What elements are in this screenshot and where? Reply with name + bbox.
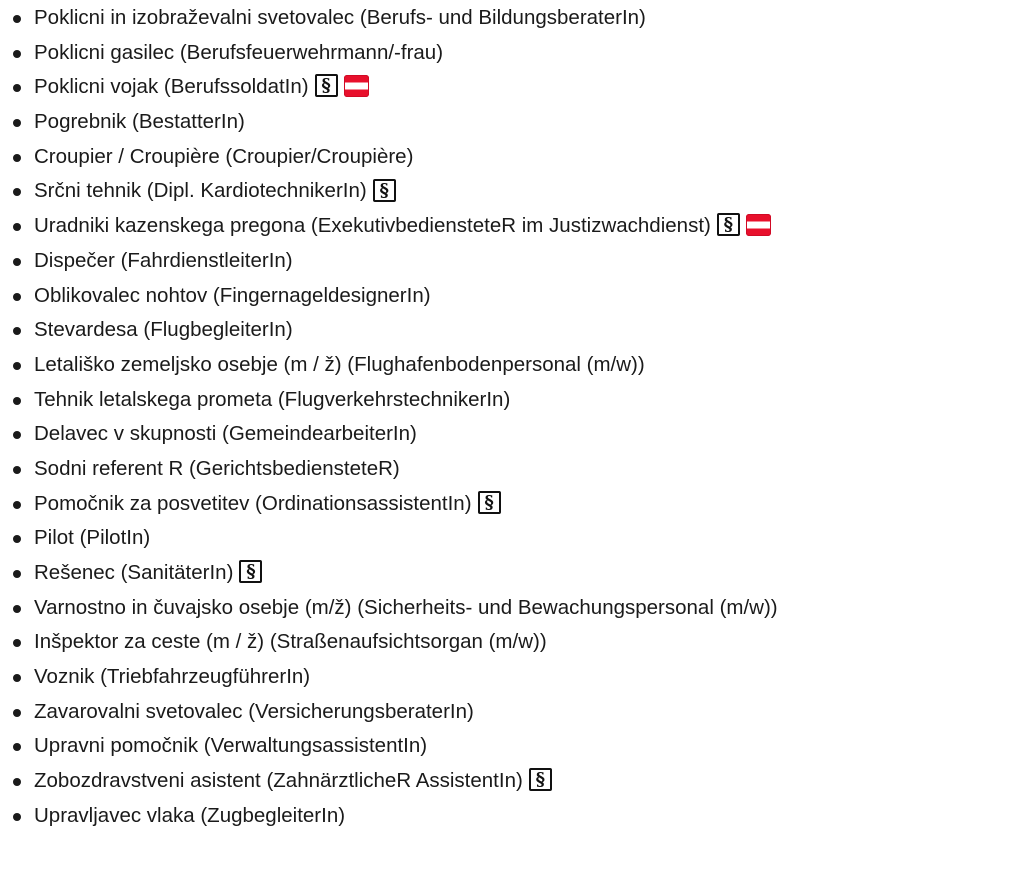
list-item-label: Rešenec (SanitäterIn): [34, 561, 234, 584]
paragraph-icon[interactable]: §: [717, 213, 740, 236]
bullet-icon: [13, 501, 21, 509]
item-badges: [373, 179, 396, 202]
bullet-icon: [13, 84, 21, 92]
list-item: [0, 487, 778, 522]
list-item: [0, 591, 778, 626]
bullet-icon: [13, 813, 21, 821]
list-item-label: Letališko zemeljsko osebje (m / ž) (Flughafenbodenpersonal (m/w)): [34, 352, 645, 376]
bullet-icon: [13, 397, 21, 405]
bullet-icon: [13, 674, 21, 682]
list-item: [0, 36, 778, 71]
list-item: [0, 417, 778, 452]
list-item-label: Pilot (PilotIn): [34, 526, 151, 550]
list-item-label: Delavec v skupnosti (GemeindearbeiterIn): [34, 422, 417, 446]
list-item: [0, 174, 778, 209]
list-item: [0, 452, 778, 487]
list-item-label: Pomočnik za posvetitev (OrdinationsassistentIn): [34, 491, 472, 515]
bullet-icon: [13, 154, 21, 162]
bullet-icon: [13, 362, 21, 370]
list-item-label: Poklicni in izobraževalni svetovalec (Berufs- und BildungsberaterIn): [34, 6, 646, 29]
list-item: [0, 729, 778, 764]
list-item: [0, 556, 778, 591]
list-item-label: Srčni tehnik (Dipl. KardiotechnikerIn): [34, 179, 367, 203]
list-item-label: Tehnik letalskega prometa (FlugverkehrstechnikerIn): [34, 387, 511, 411]
bullet-icon: [13, 223, 21, 231]
list-item-label: Pogrebnik (BestatterIn): [34, 110, 245, 134]
austria-flag-icon: [746, 214, 771, 236]
bullet-icon: [13, 535, 21, 543]
bullet-icon: [13, 778, 21, 786]
item-badges: [478, 491, 501, 514]
item-badges: [239, 560, 262, 583]
list-item: [0, 209, 778, 244]
item-badges: [529, 768, 552, 791]
list-item-label: Uradniki kazenskega pregona (ExekutivbediensteteR im Justizwachdienst): [34, 214, 711, 238]
list-item: [0, 764, 778, 799]
list-item-label: Poklicni gasilec (Berufsfeuerwehrmann/-frau): [34, 40, 444, 64]
list-item-label: Oblikovalec nohtov (FingernageldesignerIn): [34, 283, 431, 307]
list-item-label: Upravni pomočnik (VerwaltungsassistentIn): [34, 734, 428, 758]
bullet-icon: [13, 743, 21, 751]
list-item: [0, 695, 778, 730]
bullet-icon: [13, 431, 21, 439]
bullet-icon: [13, 119, 21, 127]
list-item: [0, 383, 778, 418]
list-item: [0, 244, 778, 279]
bullet-icon: [13, 15, 21, 23]
list-item: [0, 521, 778, 556]
list-item: [0, 279, 778, 314]
paragraph-icon[interactable]: §: [239, 560, 262, 583]
item-badges: [717, 213, 771, 236]
bullet-icon: [13, 709, 21, 717]
list-item: [0, 660, 778, 695]
bullet-icon: [13, 639, 21, 647]
list-item: [0, 313, 778, 348]
list-item: [0, 1, 778, 36]
job-list: [0, 1, 778, 834]
paragraph-icon[interactable]: §: [373, 179, 396, 202]
bullet-icon: [13, 50, 21, 58]
paragraph-icon[interactable]: §: [529, 768, 552, 791]
list-item-label: Croupier / Croupière (Croupier/Croupière): [34, 144, 414, 168]
bullet-icon: [13, 188, 21, 196]
paragraph-icon[interactable]: §: [315, 74, 338, 97]
list-item: [0, 799, 778, 834]
list-item-label: Sodni referent R (GerichtsbediensteteR): [34, 456, 400, 480]
list-item: [0, 625, 778, 660]
bullet-icon: [13, 293, 21, 301]
bullet-icon: [13, 605, 21, 613]
list-item: [0, 348, 778, 383]
list-item-label: Inšpektor za ceste (m / ž) (Straßenaufsichtsorgan (m/w)): [34, 630, 547, 654]
list-item-label: Voznik (TriebfahrzeugführerIn): [34, 665, 311, 689]
austria-flag-icon: [344, 75, 369, 97]
bullet-icon: [13, 466, 21, 474]
bullet-icon: [13, 327, 21, 335]
list-item: [0, 140, 778, 175]
bullet-icon: [13, 570, 21, 578]
list-item-label: Upravljavec vlaka (ZugbegleiterIn): [34, 803, 346, 827]
list-item-label: Zavarovalni svetovalec (VersicherungsberaterIn): [34, 699, 474, 723]
paragraph-icon[interactable]: §: [478, 491, 501, 514]
list-item-label: Poklicni vojak (BerufssoldatIn): [34, 75, 309, 99]
list-item-label: Zobozdravstveni asistent (ZahnärztlicheR AssistentIn): [34, 769, 523, 793]
list-item-label: Stevardesa (FlugbegleiterIn): [34, 318, 293, 342]
list-item-label: Varnostno in čuvajsko osebje (m/ž) (Sicherheits- und Bewachungspersonal (m/w)): [34, 595, 778, 619]
list-item: [0, 70, 778, 105]
list-item-label: Dispečer (FahrdienstleiterIn): [34, 248, 293, 272]
item-badges: [315, 74, 369, 97]
bullet-icon: [13, 258, 21, 266]
list-item: [0, 105, 778, 140]
